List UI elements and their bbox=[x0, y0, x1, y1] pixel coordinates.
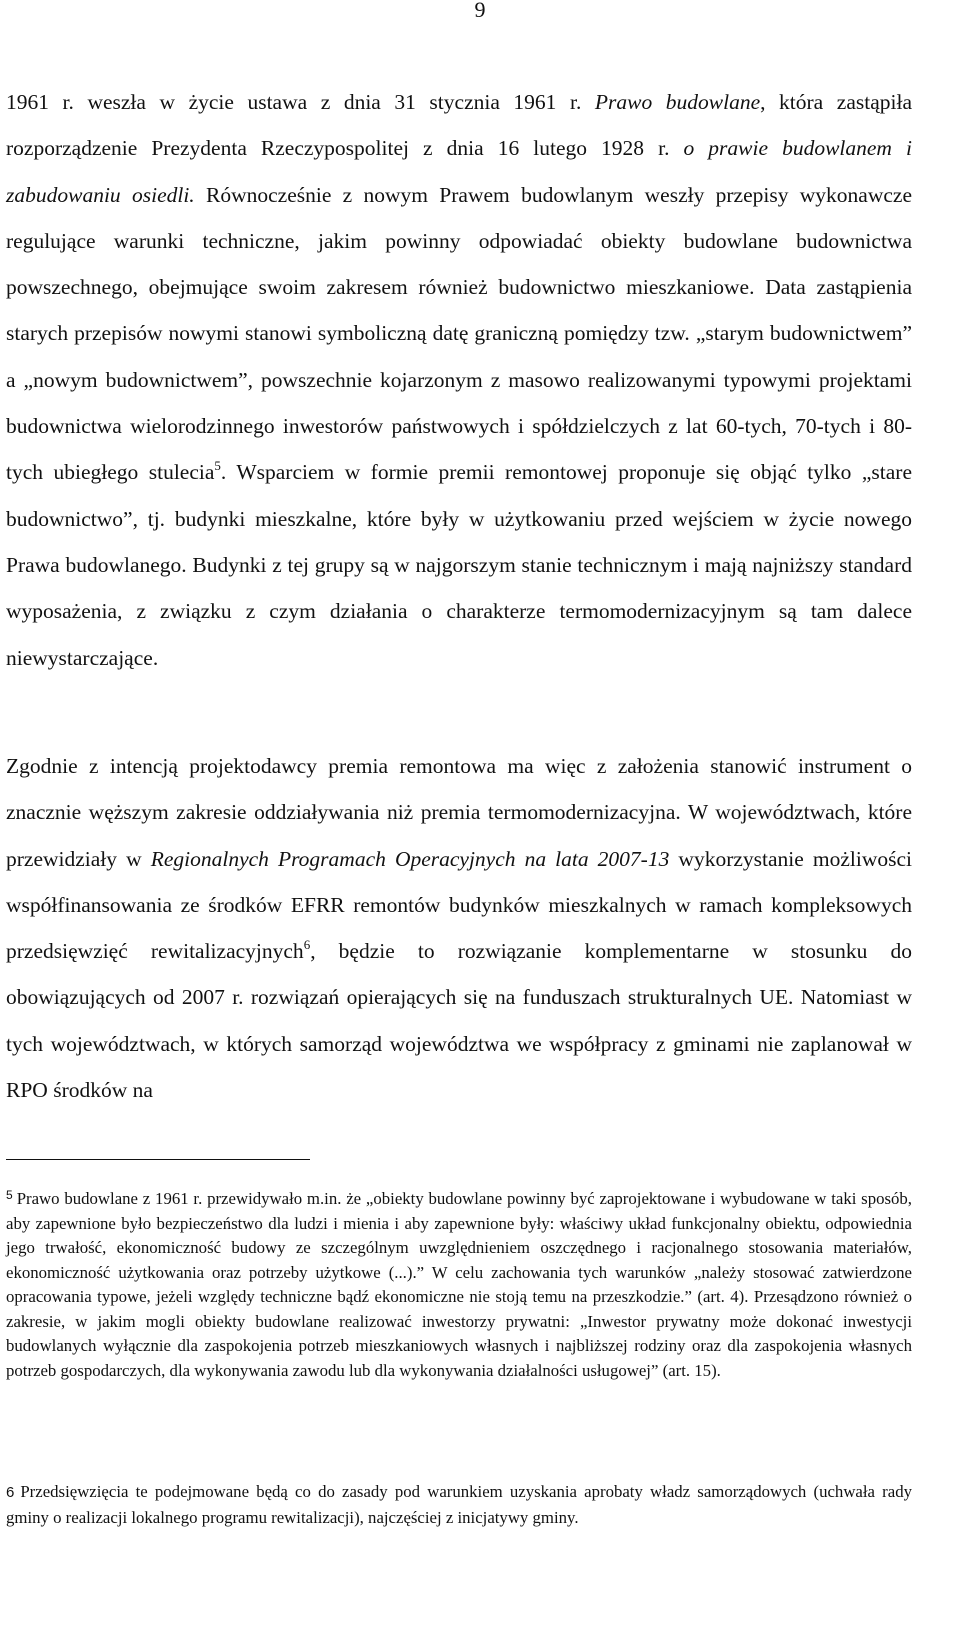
italic-text: o prawie budowlanem i zabudowaniu osiedli. bbox=[6, 136, 912, 207]
text-segment: Zgodnie z intencją projektodawcy premia remontowa ma więc z założenia stanowić instrument o znacznie węższym zakresie oddziaływania niż premia termomodernizacyjna. W województwach, które przewidziały w bbox=[6, 754, 912, 871]
page-number: 9 bbox=[474, 0, 486, 22]
body-paragraph-2 bbox=[6, 743, 912, 1113]
footnote-5 bbox=[6, 1187, 912, 1383]
footnote-reference: 6 bbox=[303, 937, 311, 953]
italic-text: Regionalnych Programach Operacyjnych na lata 2007-13 bbox=[150, 846, 670, 871]
footnote-marker: 6 bbox=[6, 1484, 15, 1501]
text-segment: Równocześnie z nowym Prawem budowlanym weszły przepisy wykonawcze regulujące warunki techniczne, jakim powinny odpowiadać obiekty budowlane budownictwa powszechnego, obejmujące swoim zakresem również budownictwo mieszkaniowe. Data zastąpienia starych przepisów nowymi stanowi symboliczną datę graniczną pomiędzy tzw. „starym budownictwem” a „nowym budownictwem”, powszechnie kojarzonym z masowo realizowanymi typowymi projektami budownictwa wielorodzinnego inwestorów państwowych i spółdzielczych z lat 60-tych, 70-tych i 80-tych ubiegłego stulecia bbox=[6, 182, 912, 485]
footnote-6 bbox=[6, 1480, 912, 1530]
body-paragraph-1 bbox=[6, 79, 912, 681]
italic-text: Prawo budowlane bbox=[594, 90, 761, 114]
text-segment: , która zastąpiła rozporządzenie Prezydenta Rzeczypospolitej z dnia 16 lutego 1928 r. bbox=[6, 90, 912, 161]
text-segment: . Wsparciem w formie premii remontowej proponuje się objąć tylko „stare budownictwo”, tj. budynki mieszkalne, które były w użytkowaniu przed wejściem w życie nowego Prawa budowlanego. Budynki z tej grupy są w najgorszym stanie technicznym i mają najniższy standard wyposażenia, z związku z czym działania o charakterze termomodernizacyjnym są tam dalece niewystarczające. bbox=[6, 460, 912, 670]
footnote-text: Przedsięwzięcia te podejmowane będą co do zasady pod warunkiem uzyskania aprobaty władz samorządowych (uchwała rady gminy o realizacji lokalnego programu rewitalizacji), najczęściej z inicjatywy gminy. bbox=[6, 1482, 912, 1527]
footnote-marker: 5 bbox=[6, 1188, 13, 1202]
text-segment: , będzie to rozwiązanie komplementarne w stosunku do obowiązujących od 2007 r. rozwiązań opierających się na funduszach strukturalnych UE. Natomiast w tych województwach, w których samorząd województwa we współpracy z gminami nie zaplanował w RPO środków na bbox=[6, 939, 912, 1103]
text-segment: wykorzystanie możliwości współfinansowania ze środków EFRR remontów budynków mieszkalnych w ramach kompleksowych przedsięwzięć rewitalizacyjnych bbox=[6, 846, 912, 964]
text-segment: 1961 r. weszła w życie ustawa z dnia 31 stycznia 1961 r. bbox=[6, 90, 595, 114]
footnote-text: Prawo budowlane z 1961 r. przewidywało m.in. że „obiekty budowlane powinny być zaprojektowane i wybudowane w taki sposób, aby zapewnione było bezpieczeństwo dla ludzi i mienia i aby zapewnione były: właściwy układ funkcjonalny obiektu, odpowiednia jego trwałość, ekonomiczność budowy ze szczególnym uwzględnieniem oszczędnego i racjonalnego stosowania materiałów, ekonomiczność użytkowania oraz potrzeby użytkowe (...).” W celu zachowania tych warunków „należy stosować zatwierdzone opracowania typowe, jeżeli względy techniczne bądź ekonomiczne nie stoją temu na przeszkodzie.” (art. 4). Przesądzono również o zakresie, w jakim mogli obiekty budowlane realizować inwestorzy prywatni: „Inwestor prywatny może dokonać inwestycji budowlanych wyłącznie dla zaspokojenia potrzeb mieszkaniowych własnych i najbliższej rodziny oraz dla zaspokojenia własnych potrzeb gospodarczych, dla wykonywania zawodu lub dla wykonywania działalności usługowej” (art. 15). bbox=[6, 1189, 912, 1380]
footnote-separator bbox=[6, 1159, 310, 1160]
footnote-reference: 5 bbox=[214, 458, 221, 474]
